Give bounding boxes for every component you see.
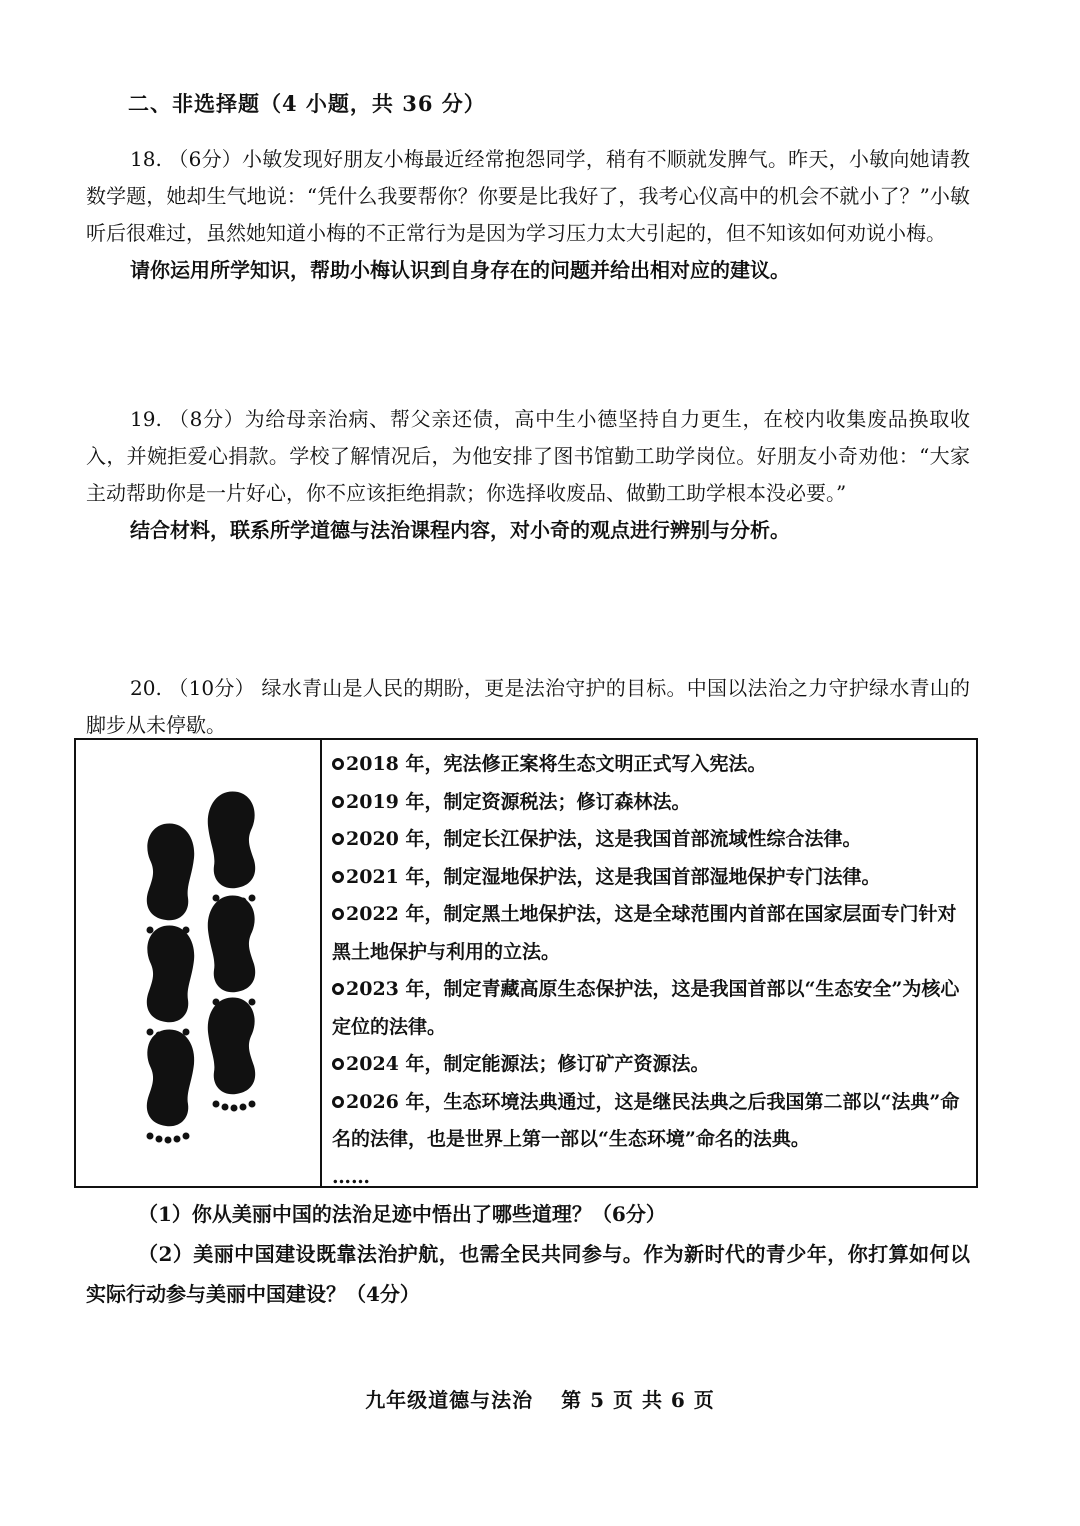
question-20-text: 20. （10分） 绿水青山是人民的期盼，更是法治守护的目标。中国以法治之力守护绿水青山的脚步从未停歇。: [86, 676, 970, 737]
footprints-icon: [76, 740, 320, 1186]
question-20: [86, 670, 970, 744]
footer-page-number: 第 5 页 共 6 页: [561, 1388, 715, 1412]
footer-subject: 九年级道德与法治: [365, 1388, 534, 1412]
question-20-part-2: （2）美丽中国建设既靠法治护航，也需全民共同参与。作为新时代的青少年，你打算如何以实际行动参与美丽中国建设？（4分）: [86, 1242, 970, 1306]
page-footer: [0, 1384, 1080, 1413]
footprint-icon: [208, 997, 256, 1111]
bullet-icon: [332, 908, 344, 920]
bullet-icon: [332, 1096, 344, 1108]
question-20-part-1: （1）你从美丽中国的法治足迹中悟出了哪些道理？（6分）: [138, 1202, 666, 1226]
footprint-icon: [147, 823, 195, 937]
bullet-icon: [332, 871, 344, 883]
footprint-icon: [208, 791, 256, 905]
question-19-text: 19. （8分）为给母亲治病、帮父亲还债，高中生小德坚持自力更生，在校内收集废品换取收入，并婉拒爱心捐款。学校了解情况后，为他安排了图书馆勤工助学岗位。好朋友小奇劝他：“大家主动帮助你是一片好心，你不应该拒绝捐款；你选择收废品、做勤工助学根本没必要。”: [86, 407, 970, 505]
timeline-item: 2020 年，制定长江保护法，这是我国首部流域性综合法律。: [332, 821, 972, 859]
timeline-item: 2026 年，生态环境法典通过，这是继民法典之后我国第二部以“法典”命名的法律，也是世界上第一部以“生态环境”命名的法典。: [332, 1090, 960, 1150]
bullet-icon: [332, 796, 344, 808]
timeline-item: 2024 年，制定能源法；修订矿产资源法。: [332, 1046, 972, 1084]
footprint-icon: [147, 1029, 195, 1143]
question-19-prompt: 结合材料，联系所学道德与法治课程内容，对小奇的观点进行辨别与分析。: [130, 518, 790, 542]
law-timeline: [332, 746, 972, 1196]
footprint-icon: [147, 925, 195, 1039]
timeline-item: 2022 年，制定黑土地保护法，这是全球范围内首部在国家层面专门针对黑土地保护与利用的立法。: [332, 903, 957, 963]
timeline-ellipsis: ……: [332, 1165, 370, 1188]
timeline-item: 2019 年，制定资源税法；修订森林法。: [332, 784, 972, 822]
bullet-icon: [332, 1058, 344, 1070]
timeline-item: 2021 年，制定湿地保护法，这是我国首部湿地保护专门法律。: [332, 859, 972, 897]
timeline-item: 2018 年，宪法修正案将生态文明正式写入宪法。: [332, 746, 972, 784]
bullet-icon: [332, 833, 344, 845]
footprint-icon: [208, 895, 256, 1009]
section-title: 二、非选择题（4 小题，共 36 分）: [128, 91, 486, 116]
question-18-prompt: 请你运用所学知识，帮助小梅认识到自身存在的问题并给出相对应的建议。: [130, 258, 790, 282]
question-18-text: 18. （6分）小敏发现好朋友小梅最近经常抱怨同学，稍有不顺就发脾气。昨天，小敏向她请教数学题，她却生气地说：“凭什么我要帮你？你要是比我好了，我考心仪高中的机会不就小了？”小敏听后很难过，虽然她知道小梅的不正常行为是因为学习压力太大引起的，但不知该如何劝说小梅。: [86, 147, 970, 245]
bullet-icon: [332, 983, 344, 995]
question-18: [86, 141, 970, 289]
footprints-illustration: [76, 740, 322, 1186]
bullet-icon: [332, 758, 344, 770]
legal-footprint-table: [74, 738, 978, 1188]
timeline-item: 2023 年，制定青藏高原生态保护法，这是我国首部以“生态安全”为核心定位的法律。: [332, 978, 960, 1038]
question-19: [86, 401, 970, 549]
